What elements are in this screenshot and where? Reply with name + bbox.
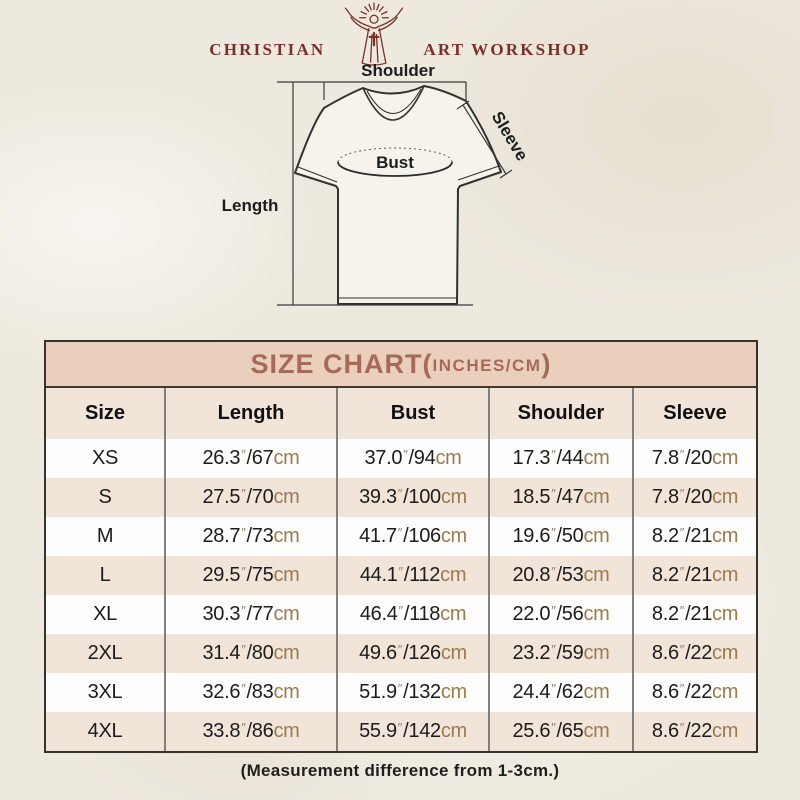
cm-value: 142 — [408, 720, 441, 742]
separator: / — [556, 564, 562, 586]
separator: / — [403, 720, 409, 742]
inch-value: 22.0 — [512, 603, 551, 625]
inch-mark: ″ — [551, 720, 556, 735]
inch-value: 17.3 — [512, 447, 551, 469]
inch-mark: ″ — [398, 564, 403, 579]
inch-mark: ″ — [551, 447, 556, 462]
separator: / — [556, 447, 562, 469]
separator: / — [408, 447, 414, 469]
cm-value: 65 — [561, 720, 584, 742]
separator: / — [403, 486, 409, 508]
cm-suffix: cm — [440, 564, 467, 586]
cell-sleeve — [633, 595, 756, 634]
cell-bust — [337, 478, 489, 517]
inch-value: 46.4 — [359, 603, 398, 625]
cell-sleeve — [633, 634, 756, 673]
cell-size: XS — [46, 439, 165, 478]
tshirt-measure-diagram — [210, 58, 590, 322]
inch-mark: ″ — [241, 447, 246, 462]
cm-suffix: cm — [273, 486, 300, 508]
size-chart — [44, 340, 758, 753]
separator: / — [685, 564, 691, 586]
figure-head — [370, 15, 378, 23]
separator: / — [685, 720, 691, 742]
cm-suffix: cm — [583, 525, 610, 547]
cm-value: 20 — [690, 486, 713, 508]
cm-suffix: cm — [712, 486, 739, 508]
cm-value: 132 — [408, 681, 441, 703]
inch-mark: ″ — [397, 720, 403, 735]
cm-suffix: cm — [712, 525, 739, 547]
cell-shoulder — [489, 517, 633, 556]
inch-value: 8.2 — [651, 564, 679, 586]
cm-suffix: cm — [273, 447, 300, 469]
separator: / — [556, 720, 562, 742]
inch-mark: ″ — [551, 525, 556, 540]
separator: / — [403, 642, 409, 664]
inch-mark: ″ — [551, 681, 556, 696]
inch-value: 39.3 — [359, 486, 397, 508]
cm-suffix: cm — [273, 642, 300, 664]
cm-suffix: cm — [273, 681, 300, 703]
inch-value: 19.6 — [512, 525, 551, 547]
inch-mark: ″ — [397, 486, 403, 501]
sleeve-label: Sleeve — [487, 108, 532, 165]
cm-suffix: cm — [273, 564, 300, 586]
inch-mark: ″ — [679, 564, 685, 579]
separator: / — [403, 525, 409, 547]
col-header-bust: Bust — [337, 388, 489, 439]
inch-value: 49.6 — [359, 642, 397, 664]
cell-sleeve — [633, 712, 756, 751]
inch-mark: ″ — [551, 564, 556, 579]
inch-mark: ″ — [403, 447, 408, 462]
table-row — [46, 517, 756, 556]
cell-length — [165, 439, 337, 478]
separator: / — [685, 603, 691, 625]
cell-length — [165, 595, 337, 634]
separator: / — [556, 681, 562, 703]
cell-bust — [337, 556, 489, 595]
cm-suffix: cm — [583, 681, 610, 703]
shoulder-label: Shoulder — [361, 61, 435, 80]
title-unit: INCHES/CM — [432, 356, 542, 375]
col-header-shoulder: Shoulder — [489, 388, 633, 439]
inch-mark: ″ — [397, 681, 403, 696]
separator: / — [685, 486, 691, 508]
inch-value: 8.2 — [651, 603, 679, 625]
cell-bust — [337, 595, 489, 634]
col-header-length: Length — [165, 388, 337, 439]
cell-size: 3XL — [46, 673, 165, 712]
col-header-size: Size — [46, 388, 165, 439]
cell-bust — [337, 673, 489, 712]
inch-mark: ″ — [241, 720, 246, 735]
inch-mark: ″ — [398, 603, 403, 618]
inch-value: 44.1 — [359, 564, 398, 586]
cm-suffix: cm — [273, 603, 300, 625]
inch-value: 30.3 — [202, 603, 241, 625]
inch-value: 25.6 — [512, 720, 551, 742]
cm-value: 20 — [690, 447, 713, 469]
cell-length — [165, 673, 337, 712]
cell-shoulder — [489, 595, 633, 634]
length-label: Length — [221, 196, 279, 215]
cm-value: 22 — [690, 720, 713, 742]
cm-value: 73 — [251, 525, 274, 547]
cm-suffix: cm — [583, 603, 610, 625]
jesus-rays-icon — [338, 2, 410, 66]
cm-value: 126 — [408, 642, 441, 664]
separator: / — [246, 642, 252, 664]
table-row — [46, 712, 756, 751]
inch-mark: ″ — [679, 603, 685, 618]
cell-size: L — [46, 556, 165, 595]
cm-suffix: cm — [712, 720, 739, 742]
inch-mark: ″ — [241, 603, 246, 618]
cm-suffix: cm — [712, 681, 739, 703]
inch-mark: ″ — [551, 486, 556, 501]
cell-length — [165, 556, 337, 595]
cell-length — [165, 634, 337, 673]
cm-suffix: cm — [712, 447, 739, 469]
inch-value: 27.5 — [202, 486, 241, 508]
cm-value: 59 — [561, 642, 584, 664]
inch-mark: ″ — [241, 525, 246, 540]
cm-value: 70 — [251, 486, 274, 508]
cm-value: 21 — [690, 603, 713, 625]
inch-mark: ″ — [241, 681, 246, 696]
inch-value: 8.6 — [651, 681, 679, 703]
separator: / — [685, 447, 691, 469]
size-table-body — [46, 439, 756, 751]
inch-value: 20.8 — [512, 564, 551, 586]
cm-value: 94 — [413, 447, 436, 469]
brand-name-left: CHRISTIAN — [209, 40, 326, 59]
cell-size: 4XL — [46, 712, 165, 751]
cm-value: 83 — [251, 681, 274, 703]
cell-sleeve — [633, 478, 756, 517]
cm-value: 44 — [561, 447, 584, 469]
cell-shoulder — [489, 634, 633, 673]
separator: / — [246, 525, 252, 547]
inch-value: 8.2 — [651, 525, 679, 547]
separator: / — [685, 642, 691, 664]
cm-suffix: cm — [440, 642, 467, 664]
cm-value: 22 — [690, 681, 713, 703]
cm-suffix: cm — [440, 681, 467, 703]
cm-value: 118 — [409, 603, 441, 625]
cell-length — [165, 712, 337, 751]
cm-suffix: cm — [583, 486, 610, 508]
table-row — [46, 673, 756, 712]
brand-logo — [0, 6, 800, 66]
cm-value: 67 — [251, 447, 274, 469]
inch-mark: ″ — [679, 681, 685, 696]
cm-value: 56 — [561, 603, 584, 625]
table-row — [46, 556, 756, 595]
cell-shoulder — [489, 478, 633, 517]
table-row — [46, 634, 756, 673]
col-header-sleeve: Sleeve — [633, 388, 756, 439]
cm-suffix: cm — [712, 603, 739, 625]
inch-value: 8.6 — [651, 720, 679, 742]
inch-mark: ″ — [679, 642, 685, 657]
separator: / — [556, 603, 562, 625]
separator: / — [403, 564, 410, 586]
separator: / — [403, 603, 410, 625]
cell-sleeve — [633, 517, 756, 556]
cell-bust — [337, 634, 489, 673]
cm-suffix: cm — [435, 447, 462, 469]
inch-mark: ″ — [397, 642, 403, 657]
size-table — [46, 388, 756, 751]
table-row — [46, 439, 756, 478]
separator: / — [556, 486, 562, 508]
cm-value: 62 — [561, 681, 584, 703]
inch-mark: ″ — [679, 447, 685, 462]
cm-value: 86 — [251, 720, 274, 742]
inch-value: 26.3 — [202, 447, 241, 469]
cm-suffix: cm — [440, 486, 467, 508]
cell-length — [165, 517, 337, 556]
title-close: ) — [541, 348, 552, 379]
inch-value: 28.7 — [202, 525, 241, 547]
separator: / — [685, 525, 691, 547]
inch-value: 24.4 — [512, 681, 551, 703]
inch-value: 37.0 — [364, 447, 403, 469]
cell-size: 2XL — [46, 634, 165, 673]
cell-sleeve — [633, 556, 756, 595]
cm-suffix: cm — [440, 525, 467, 547]
cell-shoulder — [489, 556, 633, 595]
table-row — [46, 595, 756, 634]
size-chart-title — [46, 342, 756, 388]
separator: / — [556, 525, 562, 547]
header-row — [46, 388, 756, 439]
cell-bust — [337, 439, 489, 478]
cell-size: M — [46, 517, 165, 556]
separator: / — [685, 681, 691, 703]
measurement-note: (Measurement difference from 1-3cm.) — [240, 761, 560, 780]
cm-value: 21 — [690, 564, 713, 586]
cell-bust — [337, 517, 489, 556]
cell-shoulder — [489, 673, 633, 712]
inch-mark: ″ — [679, 720, 685, 735]
separator: / — [556, 642, 562, 664]
cm-value: 77 — [251, 603, 274, 625]
inch-value: 7.8 — [651, 486, 679, 508]
cm-value: 112 — [409, 564, 441, 586]
cell-length — [165, 478, 337, 517]
bust-label: Bust — [376, 153, 414, 172]
inch-value: 31.4 — [202, 642, 241, 664]
cm-suffix: cm — [712, 642, 739, 664]
separator: / — [246, 447, 252, 469]
inch-value: 29.5 — [202, 564, 241, 586]
cm-value: 106 — [408, 525, 441, 547]
cm-suffix: cm — [440, 603, 467, 625]
cm-suffix: cm — [273, 525, 300, 547]
inch-mark: ″ — [679, 486, 685, 501]
cell-sleeve — [633, 439, 756, 478]
cell-shoulder — [489, 439, 633, 478]
cm-value: 47 — [561, 486, 584, 508]
cm-value: 22 — [690, 642, 713, 664]
cell-shoulder — [489, 712, 633, 751]
inch-mark: ″ — [551, 603, 556, 618]
figure-arms — [346, 8, 403, 30]
cm-suffix: cm — [583, 720, 610, 742]
inch-value: 7.8 — [651, 447, 679, 469]
cm-suffix: cm — [583, 447, 610, 469]
cm-suffix: cm — [712, 564, 739, 586]
cell-bust — [337, 712, 489, 751]
inch-value: 18.5 — [512, 486, 551, 508]
cm-suffix: cm — [583, 564, 610, 586]
separator: / — [246, 720, 252, 742]
cm-value: 100 — [408, 486, 441, 508]
cell-size: S — [46, 478, 165, 517]
title-main: SIZE CHART( — [250, 348, 433, 379]
inch-value: 55.9 — [359, 720, 397, 742]
cm-suffix: cm — [440, 720, 467, 742]
separator: / — [246, 681, 252, 703]
cell-size: XL — [46, 595, 165, 634]
inch-mark: ″ — [679, 525, 685, 540]
inch-mark: ″ — [397, 525, 403, 540]
brand-name-right: ART WORKSHOP — [423, 40, 591, 59]
separator: / — [246, 603, 252, 625]
inch-mark: ″ — [551, 642, 556, 657]
inch-value: 33.8 — [202, 720, 241, 742]
separator: / — [246, 564, 252, 586]
inch-value: 32.6 — [202, 681, 241, 703]
inch-mark: ″ — [241, 564, 246, 579]
cm-suffix: cm — [273, 720, 300, 742]
inch-value: 23.2 — [512, 642, 551, 664]
cm-value: 50 — [561, 525, 584, 547]
cm-suffix: cm — [583, 642, 610, 664]
cm-value: 53 — [561, 564, 584, 586]
inch-mark: ″ — [241, 642, 246, 657]
inch-mark: ″ — [241, 486, 246, 501]
separator: / — [246, 486, 252, 508]
table-row — [46, 478, 756, 517]
inch-value: 51.9 — [359, 681, 397, 703]
cm-value: 21 — [690, 525, 713, 547]
cm-value: 75 — [251, 564, 274, 586]
inch-value: 8.6 — [651, 642, 679, 664]
separator: / — [403, 681, 409, 703]
cm-value: 80 — [251, 642, 274, 664]
inch-value: 41.7 — [359, 525, 397, 547]
cell-sleeve — [633, 673, 756, 712]
